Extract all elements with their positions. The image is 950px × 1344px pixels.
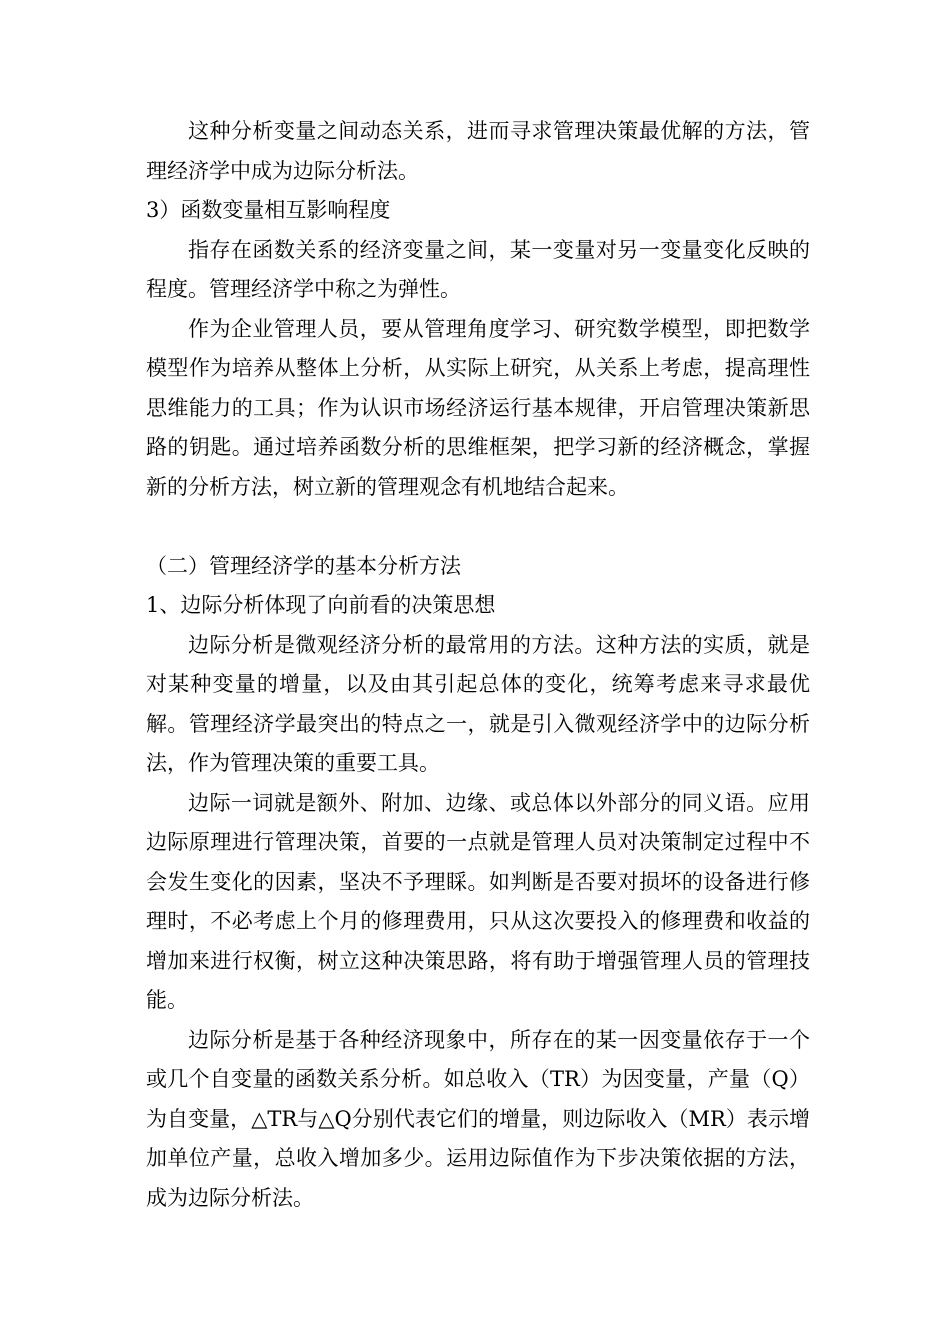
section-heading-basic-methods: （二）管理经济学的基本分析方法 <box>146 553 461 578</box>
paragraph-marginal-analysis-intro: 这种分析变量之间动态关系，进而寻求管理决策最优解的方法，管理经济学中成为边际分析法。 <box>146 119 810 183</box>
paragraph-elasticity: 指存在函数关系的经济变量之间，某一变量对另一变量变化反映的程度。管理经济学中称之为弹性。 <box>146 237 810 301</box>
heading-marginal-analysis: 1、边际分析体现了向前看的决策思想 <box>146 593 496 617</box>
heading-function-variable-influence: 3）函数变量相互影响程度 <box>146 198 391 222</box>
paragraph-management-math-models: 作为企业管理人员，要从管理角度学习、研究数学模型，即把数学模型作为培养从整体上分析，从实际上研究，从关系上考虑，提高理性思维能力的工具；作为认识市场经济运行基本规律，开启管理决策新思路的钥匙。通过培养函数分析的思维框架，把学习新的经济概念，掌握新的分析方法，树立新的管理观念有机地结合起来。 <box>146 316 810 499</box>
blank-line <box>146 507 810 547</box>
paragraph-marginal-revenue: 边际分析是基于各种经济现象中，所存在的某一因变量依存于一个或几个自变量的函数关系分析。如总收入（TR）为因变量，产量（Q）为自变量，△TR与△Q分别代表它们的增量，则边际收入（MR）表示增加单位产量，总收入增加多少。运用边际值作为下步决策依据的方法，成为边际分析法。 <box>146 1027 810 1210</box>
paragraph-marginal-definition: 边际一词就是额外、附加、边缘、或总体以外部分的同义语。应用边际原理进行管理决策，首要的一点就是管理人员对决策制定过程中不会发生变化的因素，坚决不予理睬。如判断是否要对损坏的设备进行修理时，不必考虑上个月的修理费用，只从这次要投入的修理费和收益的增加来进行权衡，树立这种决策思路，将有助于增强管理人员的管理技能。 <box>146 790 810 1012</box>
paragraph-marginal-analysis-essence: 边际分析是微观经济分析的最常用的方法。这种方法的实质，就是对某种变量的增量，以及由其引起总体的变化，统筹考虑来寻求最优解。管理经济学最突出的特点之一，就是引入微观经济学中的边际分析法，作为管理决策的重要工具。 <box>146 632 810 775</box>
